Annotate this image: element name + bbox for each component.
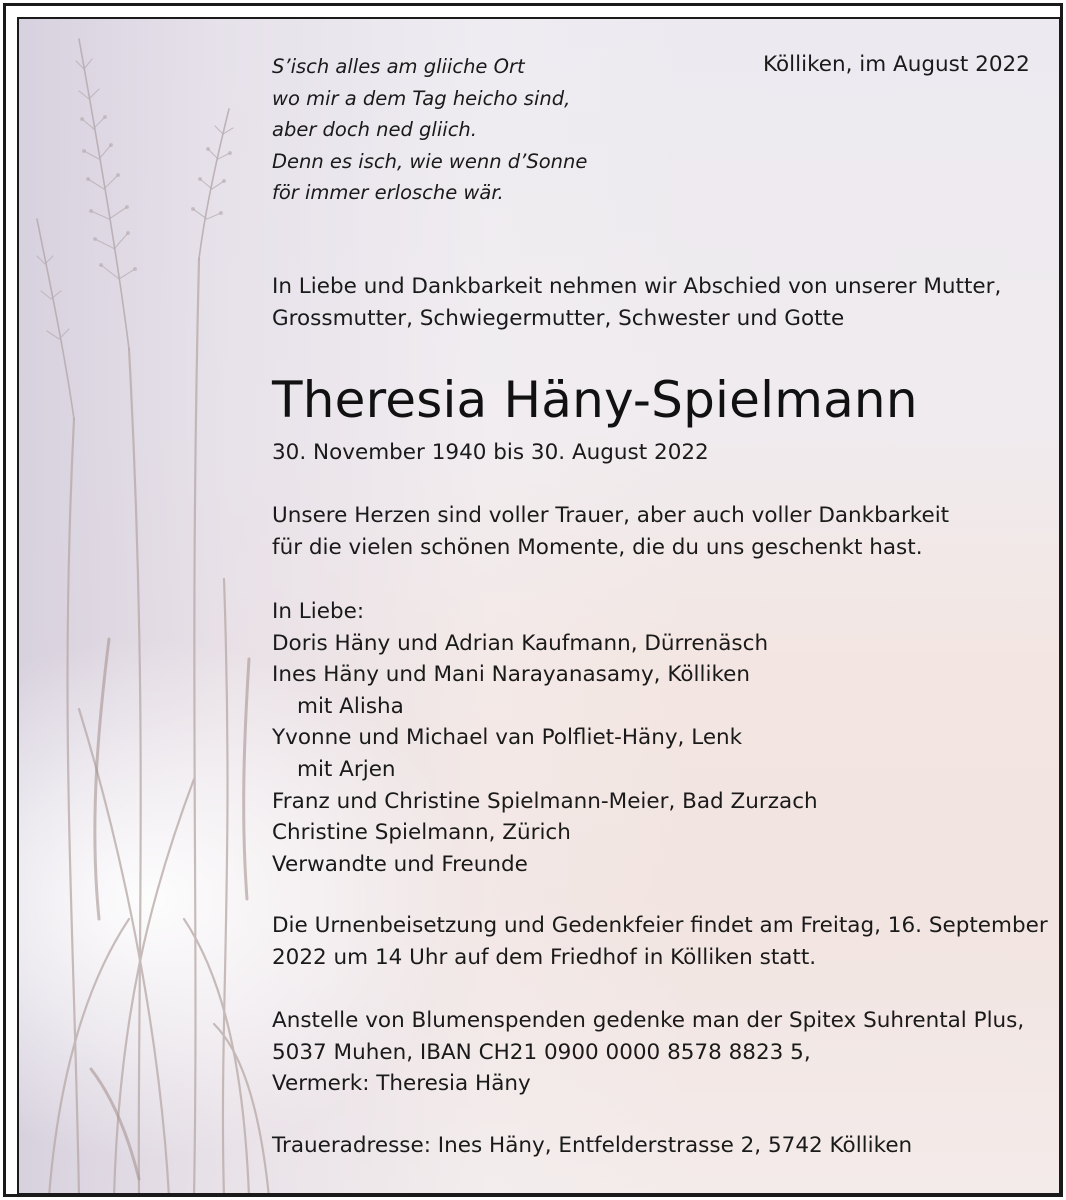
ceremony-line: Die Urnenbeisetzung und Gedenkfeier findet am Freitag, 16. September	[272, 913, 1048, 938]
donation-text	[272, 1005, 1024, 1100]
family-member-child: mit Alisha	[297, 693, 404, 719]
family-member-child: mit Arjen	[297, 756, 396, 782]
family-member: Yvonne und Michael van Polfliet-Häny, Lenk	[272, 725, 743, 751]
poem-line: S’isch alles am gliiche Ort	[272, 55, 525, 78]
message-line: Unsere Herzen sind voller Trauer, aber auch voller Dankbarkeit	[272, 503, 950, 528]
intro-line: In Liebe und Dankbarkeit nehmen wir Abschied von unserer Mutter,	[272, 274, 1002, 299]
family-member: Doris Häny und Adrian Kaufmann, Dürrenäsch	[272, 630, 769, 656]
outer-border	[3, 3, 1063, 1197]
message-text	[272, 500, 949, 563]
grass-decoration	[19, 19, 289, 1195]
family-member: Ines Häny und Mani Narayanasamy, Kölliken	[272, 662, 750, 688]
poem-line: Denn es isch, wie wenn d’Sonne	[272, 149, 588, 173]
family-member: Verwandte und Freunde	[272, 851, 528, 877]
intro-line: Grossmutter, Schwiegermutter, Schwester und Gotte	[272, 305, 845, 331]
donation-line: 5037 Muhen, IBAN CH21 0900 0000 8578 8823 5,	[272, 1039, 811, 1065]
obituary-frame	[17, 17, 1061, 1195]
poem-line: wo mir a dem Tag heicho sind,	[272, 86, 571, 110]
donation-line: Vermerk: Theresia Häny	[272, 1071, 531, 1097]
ceremony-text	[272, 910, 1048, 973]
poem-line: för immer erlosche wär.	[272, 181, 504, 204]
family-heading: In Liebe:	[272, 599, 365, 624]
poem-line: aber doch ned gliich.	[272, 118, 477, 141]
family-member: Christine Spielmann, Zürich	[272, 820, 571, 846]
donation-line: Anstelle von Blumenspenden gedenke man der Spitex Suhrental Plus,	[272, 1008, 1025, 1033]
intro-text	[272, 271, 1001, 334]
mourning-address: Traueradresse: Ines Häny, Entfelderstrasse 2, 5742 Kölliken	[272, 1133, 913, 1158]
family-member: Franz und Christine Spielmann-Meier, Bad Zurzach	[272, 788, 818, 814]
message-line: für die vielen schönen Momente, die du uns geschenkt hast.	[272, 534, 923, 560]
deceased-name: Theresia Häny-Spielmann	[272, 371, 918, 429]
place-date: Kölliken, im August 2022	[763, 52, 1030, 77]
life-dates: 30. November 1940 bis 30. August 2022	[272, 440, 709, 465]
family-list	[272, 596, 818, 880]
ceremony-line: 2022 um 14 Uhr auf dem Friedhof in Kölliken statt.	[272, 944, 817, 970]
poem	[272, 51, 587, 209]
